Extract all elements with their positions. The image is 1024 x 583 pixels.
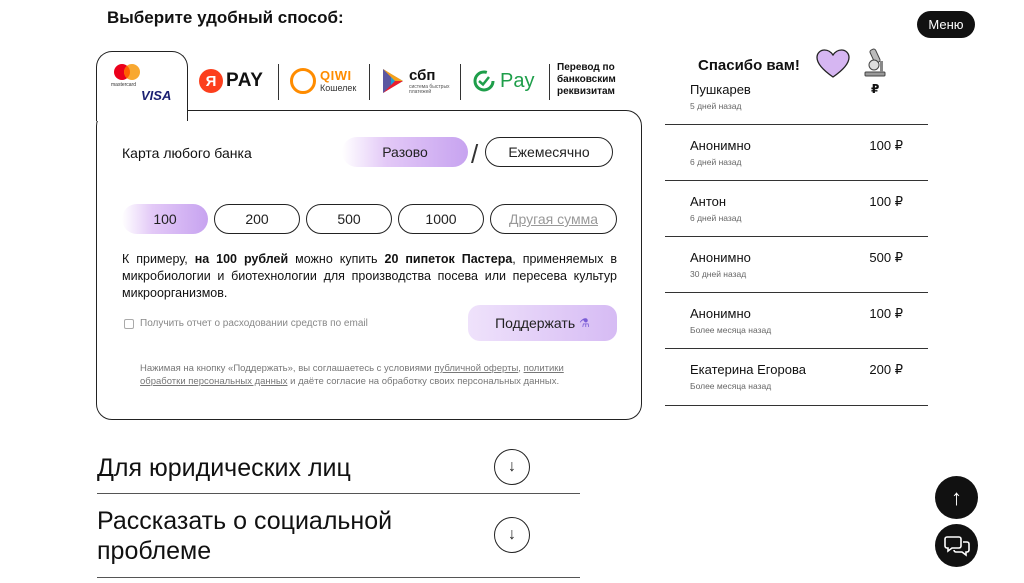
amount-200-button[interactable]: 200 [214,204,300,234]
support-button-label: Поддержать [495,315,576,331]
payment-form [96,110,642,420]
privacy-policy-link[interactable]: политики обработки персональных данных [140,363,564,387]
mastercard-icon [111,62,143,82]
donor-amount: 100 ₽ [869,306,903,321]
qiwi-icon [290,68,316,94]
donor-divider [665,405,928,406]
amount-1000-button[interactable]: 1000 [398,204,484,234]
legal-text: Нажимая на кнопку «Поддержать», вы соглашаетесь с условиями публичной оферты, политики обработки персональных данных и даёте согласие на обработку своих персональных данных. [140,363,564,387]
donor-row [665,348,928,404]
arrow-down-icon[interactable]: ↓ [494,517,530,553]
page-title: Выберите удобный способ: [107,8,344,27]
mastercard-label: mastercard [111,82,137,88]
tab-bank-transfer[interactable]: Перевод по банковским реквизитам [557,62,616,97]
sbp-icon [381,67,405,95]
yandex-icon: Я [199,69,223,93]
menu-button[interactable]: Меню [917,11,975,38]
offer-link[interactable]: публичной оферты [434,363,519,374]
tab-divider [460,64,461,100]
qiwi-subtitle: Кошелек [320,83,357,93]
report-checkbox-label[interactable]: Получить отчет о расходовании средств по email [140,318,368,329]
donor-name: Пушкарев [690,82,751,97]
sbp-title: сбп [409,66,436,84]
donor-row [665,180,928,236]
tab-connector [97,105,187,113]
donor-time: Более месяца назад [690,325,772,335]
ruble-sign: ₽ [871,82,880,96]
donor-name: Антон [690,194,727,209]
frequency-once-button[interactable]: Разово [342,137,468,167]
donor-amount: 100 ₽ [869,194,903,209]
frequency-monthly-button[interactable]: Ежемесячно [485,137,613,167]
chat-icon [944,535,970,557]
donor-row [665,68,928,124]
donor-time: 6 дней назад [690,213,742,223]
accordion-divider [97,577,580,578]
scroll-top-button[interactable]: ↑ [935,476,978,519]
tab-gpay[interactable] [472,60,534,102]
form-label: Карта любого банка [122,145,252,161]
separator-slash: / [471,139,479,169]
tab-divider [369,64,370,100]
tab-qiwi[interactable] [290,60,356,102]
gpay-icon [472,69,496,93]
donor-time: 6 дней назад [690,157,742,167]
amount-100-button[interactable]: 100 [122,204,208,234]
donors-title: Спасибо вам! [698,57,800,74]
donor-time: Более месяца назад [690,381,772,391]
donor-name: Анонимно [690,250,751,265]
qiwi-title: QIWI [320,68,352,83]
chat-button[interactable] [935,524,978,567]
support-button[interactable] [468,305,617,341]
donor-amount: 500 ₽ [869,250,903,265]
tab-yandex-pay[interactable] [199,60,263,102]
gpay-label: Pay [500,69,535,92]
arrow-down-icon[interactable]: ↓ [494,449,530,485]
donor-amount: 100 ₽ [869,138,903,153]
accordion-divider [97,493,580,494]
other-amount-input[interactable]: Другая сумма [490,204,617,234]
donor-row [665,236,928,292]
tab-divider [549,64,550,100]
accordion-legal-entities-title[interactable]: Для юридических лиц [97,454,351,482]
donor-row [665,292,928,348]
donor-name: Екатерина Егорова [690,362,806,377]
sbp-subtitle: система быстрых платежей [409,83,450,95]
donor-name: Анонимно [690,138,751,153]
donor-amount: 200 ₽ [869,362,903,377]
donor-time: 30 дней назад [690,269,747,279]
visa-label: VISA [141,88,172,103]
dna-icon: ⚗ [579,316,590,330]
report-checkbox[interactable] [124,319,134,329]
tab-sbp[interactable] [381,60,453,102]
donor-name: Анонимно [690,306,751,321]
donation-example-text: К примеру, на 100 рублей можно купить 20 пипеток Пастера, применяемых в микробиологии и биотехнологии для производства посева или пересева культур микроорганизмов. [122,252,617,300]
yandex-pay-label: PAY [226,70,264,91]
accordion-social-problem-title[interactable]: Рассказать о социальной проблеме [97,507,393,565]
tab-divider [278,64,279,100]
donor-time: 5 дней назад [690,101,742,111]
amount-500-button[interactable]: 500 [306,204,392,234]
donor-row [665,124,928,180]
